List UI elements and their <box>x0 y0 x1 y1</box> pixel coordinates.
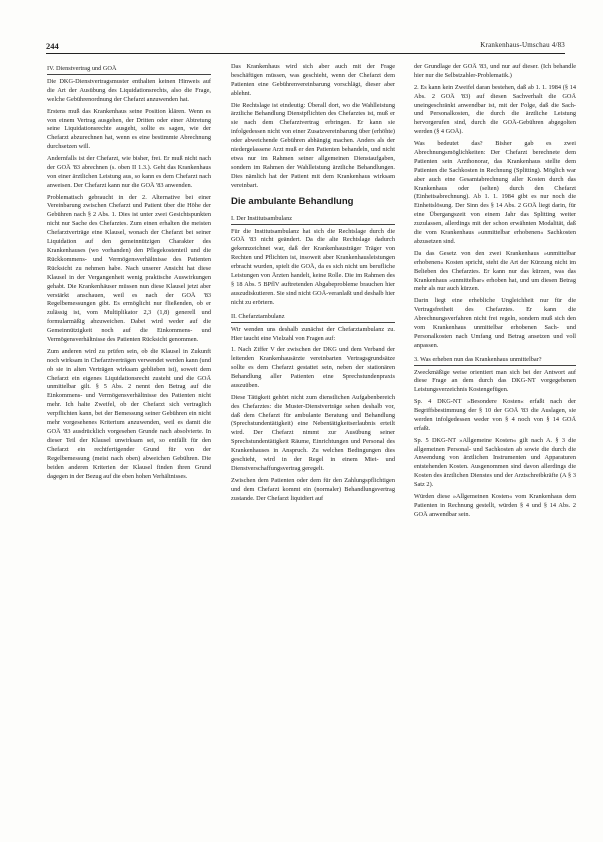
subheading-institutsambulanz: I. Der Institutsambulanz <box>231 213 395 225</box>
page-header <box>46 41 565 53</box>
paragraph: Was bedeutet das? Bisher gab es zwei Abrechnungsmöglichkeiten: Der Chefarzt berechnete dem Patienten sein Arzthonorar, das Krankenhaus stellte dem Patienten die Sachkosten in Rechnung (Splitting). Möglich war aber auch eine Gesamtabrechnung aller Kosten durch das Krankenhaus oder (selten) durch den Chefarzt (Einheitsabrechnung). Ab 1. 1. 1984 gibt es nur noch die Einheitslösung. Der Sinn des § 14 Abs. 2 GOÄ liegt darin, für eine Übergangszeit von einem Jahr das Splitting weiter zuzulassen, allerdings mit der schon erwähnten Modalität, daß die vom Krankenhaus »unmittelbar erhobenen« Sachkosten abzusetzen sind. <box>414 140 576 245</box>
column-right <box>414 63 576 523</box>
paragraph: Andernfalls ist der Chefarzt, wie bisher, frei. Er muß nicht nach der GOÄ '83 abrechnen (s. oben II 1.3.). Geht das Krankenhaus von einer ärztlichen Leistung aus, so kann es dem Chefarzt nach anweisen. Der Chefarzt kann nur die GOÄ '83 anwenden. <box>47 155 211 189</box>
paragraph: Diese Tätigkeit gehört nicht zum dienstlichen Aufgabenbereich des Chefarztes: die Muster-Dienstverträge sehen deshalb vor, daß dem Chefarzt für ambulante Beratung und Behandlung (Sprechstundentätigkeit) eine Nebentätigkeitserlaubnis erteilt wird. Der Chefarzt nimmt zur Ausübung seiner Sprechstundentätigkeit Räume, Einrichtungen und Personal des Krankenhauses in Anspruch. Zu welchen Bedingungen dies geschieht, wird in der Regel in einem Miet- und Dienstverschaffungsvertrag geregelt. <box>231 393 395 472</box>
paragraph: Problematisch gebraucht in der 2. Alternative bei einer Vereinbarung zwischen Chefarzt und Patient über die Höhe der Gebühren nach § 2 Abs. 1. Dies ist unter zwei Gesichtspunkten nicht nur Sache des Chefarztes. Zum einen erhalten die meisten Chefarztverträge eine Klausel, wonach der Chefarzt bei seiner Liquidation auf den gemeinnützigen Charakter des Krankenhauses (wo vorhanden) den Pflegekostenteil und die Rückkommens- und Vermögensverhältnisse des Patienten Rücksicht zu nehmen habe. Nach unserer Ansicht hat diese Klausel in der Vergangenheit wenig praktische Auswirkungen gehabt. Die Krankenhäuser müssen nun diese Klausel jetzt aber verstärkt anschauen, weil es nach der GOÄ '83 Regelbemessungen gibt. Es ermöglicht nur fließenden, ob er zulässig ist, vom Multiplikator 2,3 (1,8) generell und formularmäßig abzuweichen. Dabei wird weder auf die Gemeinnützigkeit noch auf die Einkommens- und Vermögensverhältnisse des Patienten Rücksicht genommen. <box>47 193 211 344</box>
paragraph: Sp. 5 DKG-NT »Allgemeine Kosten« gilt nach A. § 3 die allgemeinen Personal- und Sachkosten ab sowie die durch die Anwendung von ärztlichen Instrumenten und Apparaturen entstehenden Kosten. Ausgenommen sind davon allerdings die Kosten des ärztlichen Dienstes und der Arztschreibkräfte (A § 3 Satz 2). <box>414 436 576 489</box>
paragraph: der Grundlage der GOÄ '83, und nur auf dieser. (Ich behandle hier nur die Selbstzahler-Problematik.) <box>414 63 576 79</box>
paragraph: Sp. 4 DKG-NT »Besondere Kosten« erfaßt nach der Begriffsbestimmung der § 10 der GOÄ '83 die Auslagen, sie werden infolgedessen weder von § 4 noch von § 14 GOÄ erfaßt. <box>414 398 576 432</box>
header-rule <box>46 53 565 54</box>
paragraph: Würden diese »Allgemeinen Kosten« vom Krankenhaus dem Patienten in Rechnung gestellt, würden § 4 und § 14 Abs. 2 GOÄ anwendbar sein. <box>414 493 576 518</box>
subheading-unmittelbar: 3. Was erheben nun das Krankenhaus unmittelbar? <box>414 354 576 366</box>
column-left <box>47 63 211 484</box>
paragraph: 2. Es kann kein Zweifel daran bestehen, daß ab 1. 1. 1984 (§ 14 Abs. 2 GOÄ '83) auf diesen Sachverhalt die GOÄ uneingeschränkt anwendbar ist, mit der Folge, daß die Sach- und Personalkosten, die durch die ärztliche Leistung hervorgerufen sind, durch die GOÄ-Gebühren abgegolten werden (§ 4 GOÄ). <box>414 83 576 136</box>
paragraph: Zweckmäßige weise orientiert man sich bei der Antwort auf diese Frage an dem durch das DKG-NT vorgegebenen Leistungsverzeichnis Kostengefügen. <box>414 368 576 394</box>
paragraph: Da das Gesetz von den zwei Krankenhaus »unmittelbar erhobenen« Kosten spricht, steht die Art der Kürzung nicht im Belieben des Chefarztes. Er kann nur das kürzen, was das Krankenhaus »unmittelbar« erhoben hat, und um diesen Betrag mehr als nur auch kürzen. <box>414 249 576 293</box>
subheading-chefarztambulanz: II. Chefarztambulanz <box>231 311 395 323</box>
paragraph: Die Rechtslage ist eindeutig: Überall dort, wo die Wahlleistung ärztliche Behandlung Dienstpflichten des Chefarztes ist, muß er sie nach dem Chefarztvertrag erbringen. Er kann sie infolgedessen nicht von einer Zusatzvereinbarung über (erhöhte) oder abweichende Gebühren abhängig machen. Anders als der niedergelassene Arzt muß er den Patienten behandeln, und nicht etwa nur im Rahmen seiner allgemeinen Dienstaufgaben, sondern im Rahmen der Wahlleistung ärztliche Behandlungen. Dies nämlich hat der Patient mit dem Krankenhaus wirksam vereinbart. <box>231 101 395 189</box>
paragraph: Das Krankenhaus wird sich aber auch mit der Frage beschäftigen müssen, was geschieht, wenn der Chefarzt dem Patienten eine Gebührenvereinbarung vorschlägt, dieser aber ablehnt. <box>231 63 395 97</box>
paragraph: Die DKG-Dienstvertragsmuster enthalten keinen Hinweis auf die Art der Ausübung des Liquidationsrechts, also die Frage, welche Gebührenordnung der Chefarzt anzuwenden hat. <box>47 78 211 103</box>
section-title: Die ambulante Behandlung <box>231 195 354 207</box>
column-middle <box>231 63 395 506</box>
page-number: 244 <box>46 41 59 51</box>
paragraph: Für die Institutsambulanz hat sich die Rechtslage durch die GOÄ '83 nicht geändert. Da die alte Rechtslage dadurch gekennzeichnet war, daß der Krankenhausträger Träger von Rechten und Pflichten ist, insoweit aber Krankenhausleistungen erbracht wurden, spielt die GOÄ, da es sich nicht um berufliche Leistungen von Ärzten handelt, keine Rolle. Die im Rahmen des § 18 Abs. 5 BPflV auftretenden Abgabeprobleme brauchen hier auszudiskutieren. Sie sind nicht GOÄ-veranlaßt und deshalb hier nicht zu erörtern. <box>231 227 395 306</box>
paragraph: Zwischen dem Patienten oder dem für den Zahlungspflichtigen und dem Chefarzt kommt ein (normaler) Behandlungsvertrag zustande. Der Chefarzt liquidiert auf <box>231 476 395 502</box>
paragraph: Darin liegt eine erhebliche Ungleichheit nur für die Vertragsfreiheit des Chefarztes. Er kann die Abrechnungsverfahren nicht frei regeln, sondern muß sich den vom Krankenhaus unmittelbar erhobenen Sach- und Personalkosten nach Umfang und Betrag ansetzen und voll anpassen. <box>414 297 576 349</box>
subheading-dienstvertrag: IV. Dienstvertrag und GOÄ <box>47 63 211 75</box>
paragraph: Wir wenden uns deshalb zunächst der Chefarztambulanz zu. Hier taucht eine Vielzahl von Fragen auf: <box>231 325 395 342</box>
running-head: Krankenhaus-Umschau 4/83 <box>480 41 565 49</box>
paragraph: Erstens muß das Krankenhaus seine Position klären. Wenn es von einem Vertrag ausgehen, der Dritten oder einer Abtretung seine Liquidationsrechte ausgeht, sollte es sagen, wie der Chefarzt abzurechnen hat, wenn es eine bestimmte Abrechnung durchsetzen will. <box>47 107 211 151</box>
paragraph: 1. Nach Ziffer V der zwischen der DKG und dem Verband der leitenden Krankenhausärzte vereinbarten Vertragsgrundsätze sollte es dem Chefarzt gestattet sein, neben der stationären Behandlung aller Patienten eine Sprechstundenpraxis auszuüben. <box>231 346 395 389</box>
paragraph: Zum anderen wird zu prüfen sein, ob die Klausel in Zukunft noch wirksam in Chefarztverträgen verwendet werden kann (und ob sie in alten Verträgen wirksam geblieben ist), soweit dem Chefarzt ein eigenes Liquidationsrecht zusteht und die GOÄ unmittelbar gilt. § 5 Abs. 2 nennt den Betrag auf die Einkommens- und Vermögensverhältnisse des Patienten nicht mehr. Ich halte Zweifel, ob der Chefarzt sich vertraglich verpflichten kann, bei der Bemessung seiner Gebühren ein nicht mehr vorgesehenes Kriterium anzuwenden, weil es damit die GOÄ '83 ausdrücklich vorgesehen Grunde nach absolvierte. In dieser Teil der Klausel unwirksam sei, so entfällt für den Chefarzt ein rechtfertigender Grund für von der Regelbemessung (meist nach oben) abweichen Gebühren. Die beiden anderen Kriterien der Klausel finden ihren Grund dagegen in der Bezug auf die eben hohen Verhältnisses. <box>47 347 211 480</box>
